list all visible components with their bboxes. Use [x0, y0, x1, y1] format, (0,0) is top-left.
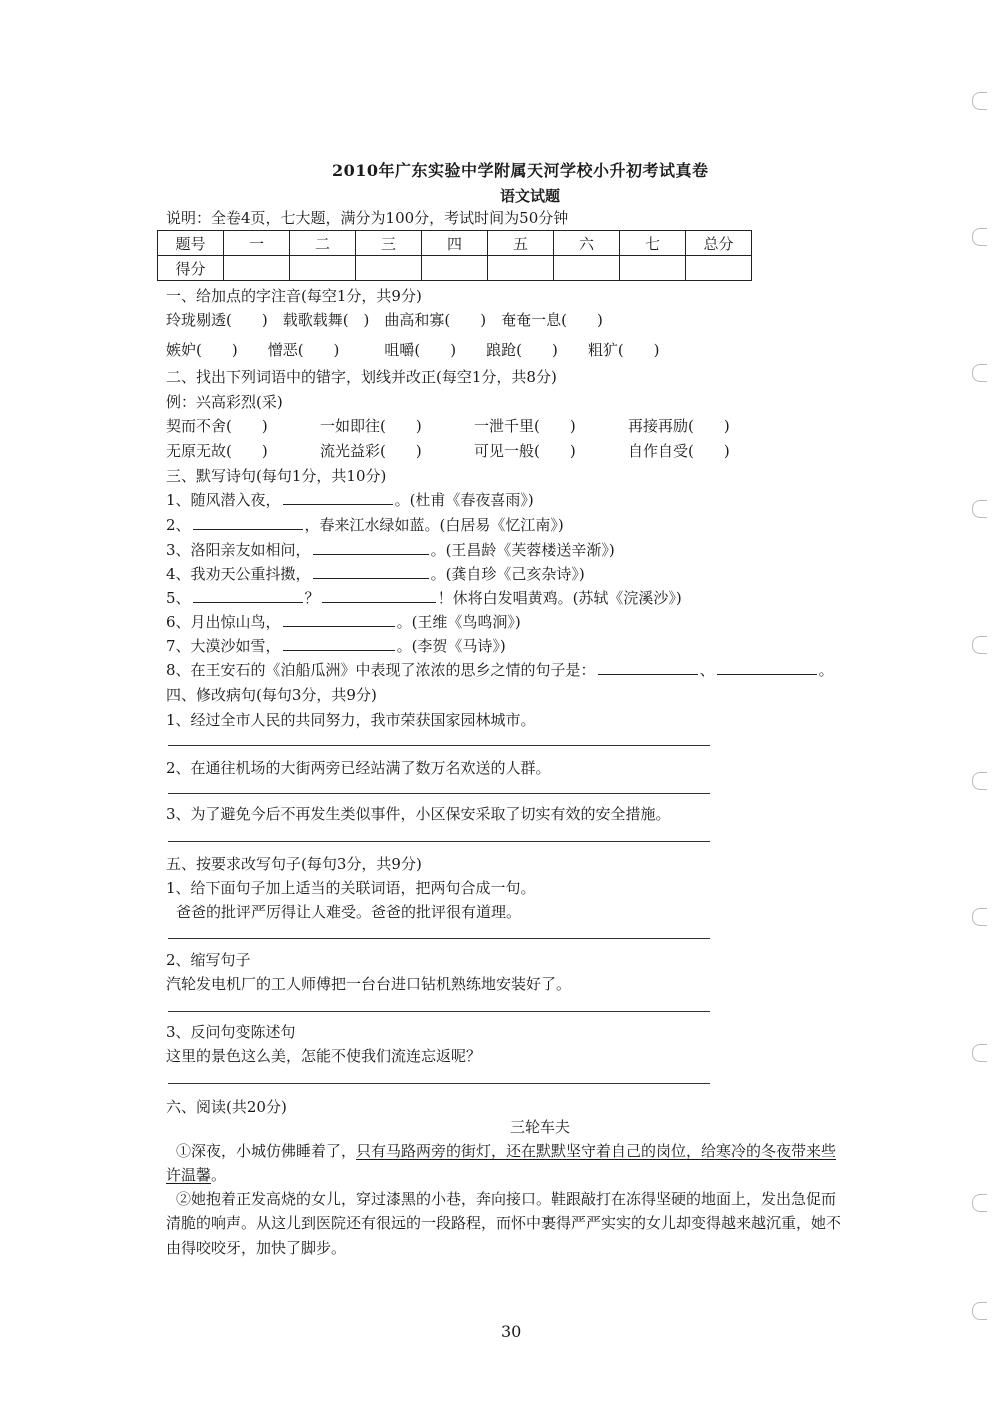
- exam-subtitle: 语文试题: [500, 187, 561, 205]
- poem-q5: [166, 587, 682, 609]
- answer-blank[interactable]: [322, 587, 436, 603]
- section4-q1: 1、经过全市人民的共同努力，我市荣获国家园林城市。: [166, 711, 536, 729]
- section5-q2-text: 汽轮发电机厂的工人师傅把一台台进口钻机熟练地安装好了。: [166, 975, 572, 993]
- question-number: 7、: [166, 637, 191, 655]
- score-input-cell[interactable]: [356, 256, 422, 281]
- binding-hole-mark: [972, 228, 987, 246]
- section2-example: 例：兴高彩烈(采): [166, 393, 283, 411]
- binding-hole-mark: [972, 636, 987, 654]
- poem-source: ！休将白发唱黄鸡。(苏轼《浣溪沙》): [437, 589, 682, 607]
- section6-heading: 六、阅读(共20分): [166, 1098, 287, 1116]
- answer-blank[interactable]: [283, 635, 395, 651]
- answer-blank[interactable]: [717, 659, 817, 675]
- poem-source: 。(王维《鸟鸣涧》): [396, 613, 521, 631]
- answer-line[interactable]: [168, 938, 710, 939]
- story-paragraph-2-line: 清脆的响声。从这儿到医院还有很远的一段路程，而怀中裹得严严实实的女儿却变得越来越沉重，她不: [166, 1214, 842, 1232]
- poem-text: 月出惊山鸟，: [190, 613, 281, 631]
- answer-line[interactable]: [168, 1011, 710, 1012]
- question-number: 1、: [166, 491, 191, 509]
- poem-q7: [166, 635, 506, 657]
- section5-q3-prompt: 3、反问句变陈述句: [166, 1023, 296, 1041]
- paragraph-text: ①深夜，小城仿佛睡着了，: [176, 1142, 357, 1160]
- question-number: 3、: [166, 541, 191, 559]
- poem-q3: [166, 539, 615, 561]
- poem-source: ，春来江水绿如蓝。(白居易《忆江南》): [304, 516, 564, 534]
- question-number: 4、: [166, 565, 191, 583]
- poem-text: 大漠沙如雪，: [190, 637, 281, 655]
- score-table-cell: 四: [422, 231, 488, 256]
- section5-q1-prompt: 1、给下面句子加上适当的关联词语，把两句合成一句。: [166, 879, 536, 897]
- score-input-cell[interactable]: [290, 256, 356, 281]
- section1-heading: 一、给加点的字注音(每空1分，共9分): [166, 287, 422, 305]
- answer-blank[interactable]: [193, 514, 303, 530]
- score-table-header-row: [158, 231, 752, 256]
- score-input-cell[interactable]: [620, 256, 686, 281]
- section5-q2-prompt: 2、缩写句子: [166, 951, 251, 969]
- section5-q1-text: 爸爸的批评严厉得让人难受。爸爸的批评很有道理。: [176, 903, 522, 921]
- answer-line[interactable]: [168, 841, 710, 842]
- page-number: 30: [501, 1322, 522, 1341]
- poem-text: 。: [818, 661, 834, 679]
- question-number: 8、: [166, 661, 191, 679]
- poem-text: 我劝天公重抖擞，: [190, 565, 311, 583]
- answer-blank[interactable]: [598, 659, 698, 675]
- binding-hole-mark: [972, 364, 987, 382]
- underlined-sentence: 许温馨: [166, 1166, 212, 1184]
- exam-instructions: 说明：全卷4页，七大题，满分为100分，考试时间为50分钟: [166, 209, 569, 227]
- score-table-cell: 总分: [686, 231, 752, 256]
- poem-q4: [166, 563, 585, 585]
- binding-hole-mark: [972, 908, 987, 926]
- binding-hole-mark: [972, 1044, 987, 1062]
- poem-source: 。(杜甫《春夜喜雨》): [394, 491, 534, 509]
- story-paragraph-2-line: 由得咬咬牙，加快了脚步。: [166, 1239, 347, 1257]
- answer-blank[interactable]: [193, 587, 303, 603]
- score-table-cell: 五: [488, 231, 554, 256]
- section2-heading: 二、找出下列词语中的错字，划线并改正(每空1分，共8分): [166, 368, 557, 386]
- story-paragraph-1: [176, 1140, 836, 1162]
- answer-line[interactable]: [168, 745, 710, 746]
- answer-line[interactable]: [168, 1083, 710, 1084]
- section2-item: 流光益彩( ): [320, 442, 422, 460]
- score-table-score-row: [158, 256, 752, 281]
- score-input-cell[interactable]: [554, 256, 620, 281]
- question-number: 5、: [166, 589, 191, 607]
- poem-text: ？: [304, 589, 320, 607]
- poem-source: 。(李贺《马诗》): [396, 637, 506, 655]
- answer-blank[interactable]: [313, 539, 429, 555]
- poem-source: 。(龚自珍《己亥杂诗》): [430, 565, 585, 583]
- binding-hole-mark: [972, 772, 987, 790]
- section4-heading: 四、修改病句(每句3分，共9分): [166, 686, 377, 704]
- section2-item: 契而不舍( ): [166, 417, 268, 435]
- exam-title: 2010年广东实验中学附属天河学校小升初考试真卷: [332, 161, 709, 180]
- binding-hole-mark: [972, 1194, 987, 1212]
- answer-line[interactable]: [168, 793, 710, 794]
- story-paragraph-2: ②她抱着正发高烧的女儿，穿过漆黑的小巷，奔向接口。鞋跟敲打在冻得坚硬的地面上，发出急促而: [176, 1190, 837, 1208]
- poem-text: 在王安石的《泊船瓜洲》中表现了浓浓的思乡之情的句子是：: [190, 661, 596, 679]
- underlined-sentence: 只有马路两旁的街灯，还在默默坚守着自己的岗位，给寒冷的冬夜带来些: [356, 1142, 837, 1160]
- poem-q2: [166, 514, 564, 536]
- binding-hole-mark: [972, 1302, 987, 1320]
- score-input-cell[interactable]: [422, 256, 488, 281]
- poem-q8: [166, 659, 834, 681]
- score-table-cell: 二: [290, 231, 356, 256]
- poem-q6: [166, 611, 521, 633]
- score-table-cell: 得分: [158, 256, 224, 281]
- story-paragraph-1-cont: [166, 1164, 226, 1186]
- poem-text: 洛阳亲友如相问，: [190, 541, 311, 559]
- poem-text: 、: [699, 661, 715, 679]
- poem-text: 随风潜入夜，: [190, 491, 281, 509]
- section1-line2: 嫉妒( ) 憎恶( ) 咀嚼( ) 踉跄( ) 粗犷( ): [166, 341, 660, 359]
- question-number: 2、: [166, 516, 191, 534]
- answer-blank[interactable]: [313, 563, 429, 579]
- score-input-cell[interactable]: [686, 256, 752, 281]
- binding-hole-mark: [972, 92, 987, 110]
- section2-item: 一如即往( ): [320, 417, 422, 435]
- section5-heading: 五、按要求改写句子(每句3分，共9分): [166, 855, 422, 873]
- section3-heading: 三、默写诗句(每句1分，共10分): [166, 467, 387, 485]
- poem-source: 。(王昌龄《芙蓉楼送辛渐》): [430, 541, 615, 559]
- score-table-cell: 六: [554, 231, 620, 256]
- score-table-cell: 一: [224, 231, 290, 256]
- answer-blank[interactable]: [283, 489, 393, 505]
- score-input-cell[interactable]: [488, 256, 554, 281]
- score-input-cell[interactable]: [224, 256, 290, 281]
- binding-hole-mark: [972, 500, 987, 518]
- poem-q1: [166, 489, 534, 511]
- section5-q3-text: 这里的景色这么美，怎能不使我们流连忘返呢？: [166, 1047, 482, 1065]
- section4-q3: 3、为了避免今后不再发生类似事件，小区保安采取了切实有效的安全措施。: [166, 805, 671, 823]
- score-table: [157, 230, 752, 281]
- question-number: 6、: [166, 613, 191, 631]
- section2-item: 一泄千里( ): [474, 417, 576, 435]
- section1-line1: 玲珑剔透( ) 载歌载舞( ) 曲高和寡( ) 奄奄一息( ): [166, 311, 603, 329]
- section4-q2: 2、在通往机场的大街两旁已经站满了数万名欢送的人群。: [166, 759, 551, 777]
- story-title: 三轮车夫: [510, 1118, 571, 1136]
- section2-item: 自作自受( ): [628, 442, 730, 460]
- score-table-cell: 七: [620, 231, 686, 256]
- section2-item: 无原无故( ): [166, 442, 268, 460]
- answer-blank[interactable]: [283, 611, 395, 627]
- paragraph-text: 。: [211, 1166, 227, 1184]
- section2-item: 可见一般( ): [474, 442, 576, 460]
- score-table-cell: 题号: [158, 231, 224, 256]
- section2-item: 再接再励( ): [628, 417, 730, 435]
- score-table-cell: 三: [356, 231, 422, 256]
